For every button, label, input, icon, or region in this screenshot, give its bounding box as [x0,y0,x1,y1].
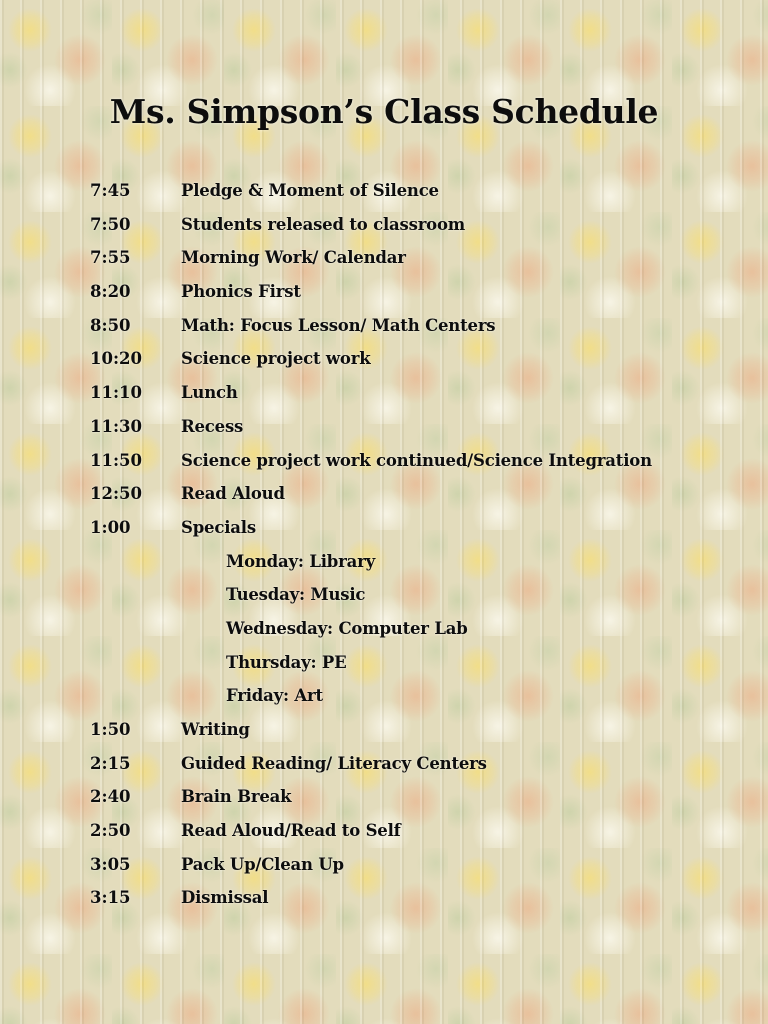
row-time: 8:50 [90,315,131,335]
row-time: 2:15 [90,753,131,773]
row-time: 11:50 [90,450,143,470]
row-activity: Morning Work/ Calendar [181,248,406,268]
row-time: 11:10 [90,383,143,403]
row-activity: Recess [181,416,244,436]
schedule-row [90,275,730,309]
row-time: 12:50 [90,484,143,504]
specials-day-row [90,646,730,680]
specials-day-row [90,578,730,612]
specials-day: Wednesday: Computer Lab [226,618,468,638]
row-activity: Phonics First [181,282,301,302]
row-time: 8:20 [90,282,131,302]
row-activity: Pack Up/Clean Up [181,854,344,874]
specials-day: Thursday: PE [226,652,347,672]
specials-day: Tuesday: Music [226,585,366,605]
row-activity: Read Aloud/Read to Self [181,821,401,841]
schedule-row [90,241,730,275]
row-activity: Lunch [181,383,238,403]
row-activity: Brain Break [181,787,292,807]
schedule-row [90,881,730,915]
row-time: 2:50 [90,821,131,841]
schedule-row [90,713,730,747]
schedule-row [90,174,730,208]
specials-day: Friday: Art [226,686,323,706]
row-time: 1:00 [90,517,131,537]
row-time: 10:20 [90,349,143,369]
row-time: 3:15 [90,888,131,908]
row-time: 11:30 [90,416,143,436]
row-time: 7:45 [90,181,131,200]
schedule-list [90,174,730,915]
specials-day: Monday: Library [226,551,375,571]
schedule-row [90,342,730,376]
page-title: Ms. Simpson’s Class Schedule [109,92,659,131]
schedule-row [90,780,730,814]
row-time: 3:05 [90,854,131,874]
row-activity: Read Aloud [181,484,285,504]
row-time: 7:55 [90,248,131,268]
row-activity: Guided Reading/ Literacy Centers [181,753,487,773]
specials-day-row [90,679,730,713]
specials-day-row [90,545,730,579]
schedule-row [90,747,730,781]
row-activity: Dismissal [181,888,269,908]
row-activity: Science project work [181,349,371,369]
row-time: 7:50 [90,214,131,234]
row-time: 2:40 [90,787,131,807]
schedule-row [90,309,730,343]
schedule-row [90,208,730,242]
schedule-row [90,848,730,882]
row-time: 1:50 [90,720,131,739]
schedule-row [90,444,730,478]
row-activity: Science project work continued/Science Integration [181,450,652,470]
row-activity: Writing [181,720,250,739]
row-activity: Math: Focus Lesson/ Math Centers [181,315,496,335]
schedule-row [90,410,730,444]
schedule-row [90,814,730,848]
row-activity: Students released to classroom [181,214,466,234]
specials-day-row [90,612,730,646]
schedule-row [90,511,730,545]
schedule-row [90,376,730,410]
schedule-row [90,477,730,511]
row-activity: Pledge & Moment of Silence [181,181,439,200]
row-activity: Specials [181,517,256,537]
